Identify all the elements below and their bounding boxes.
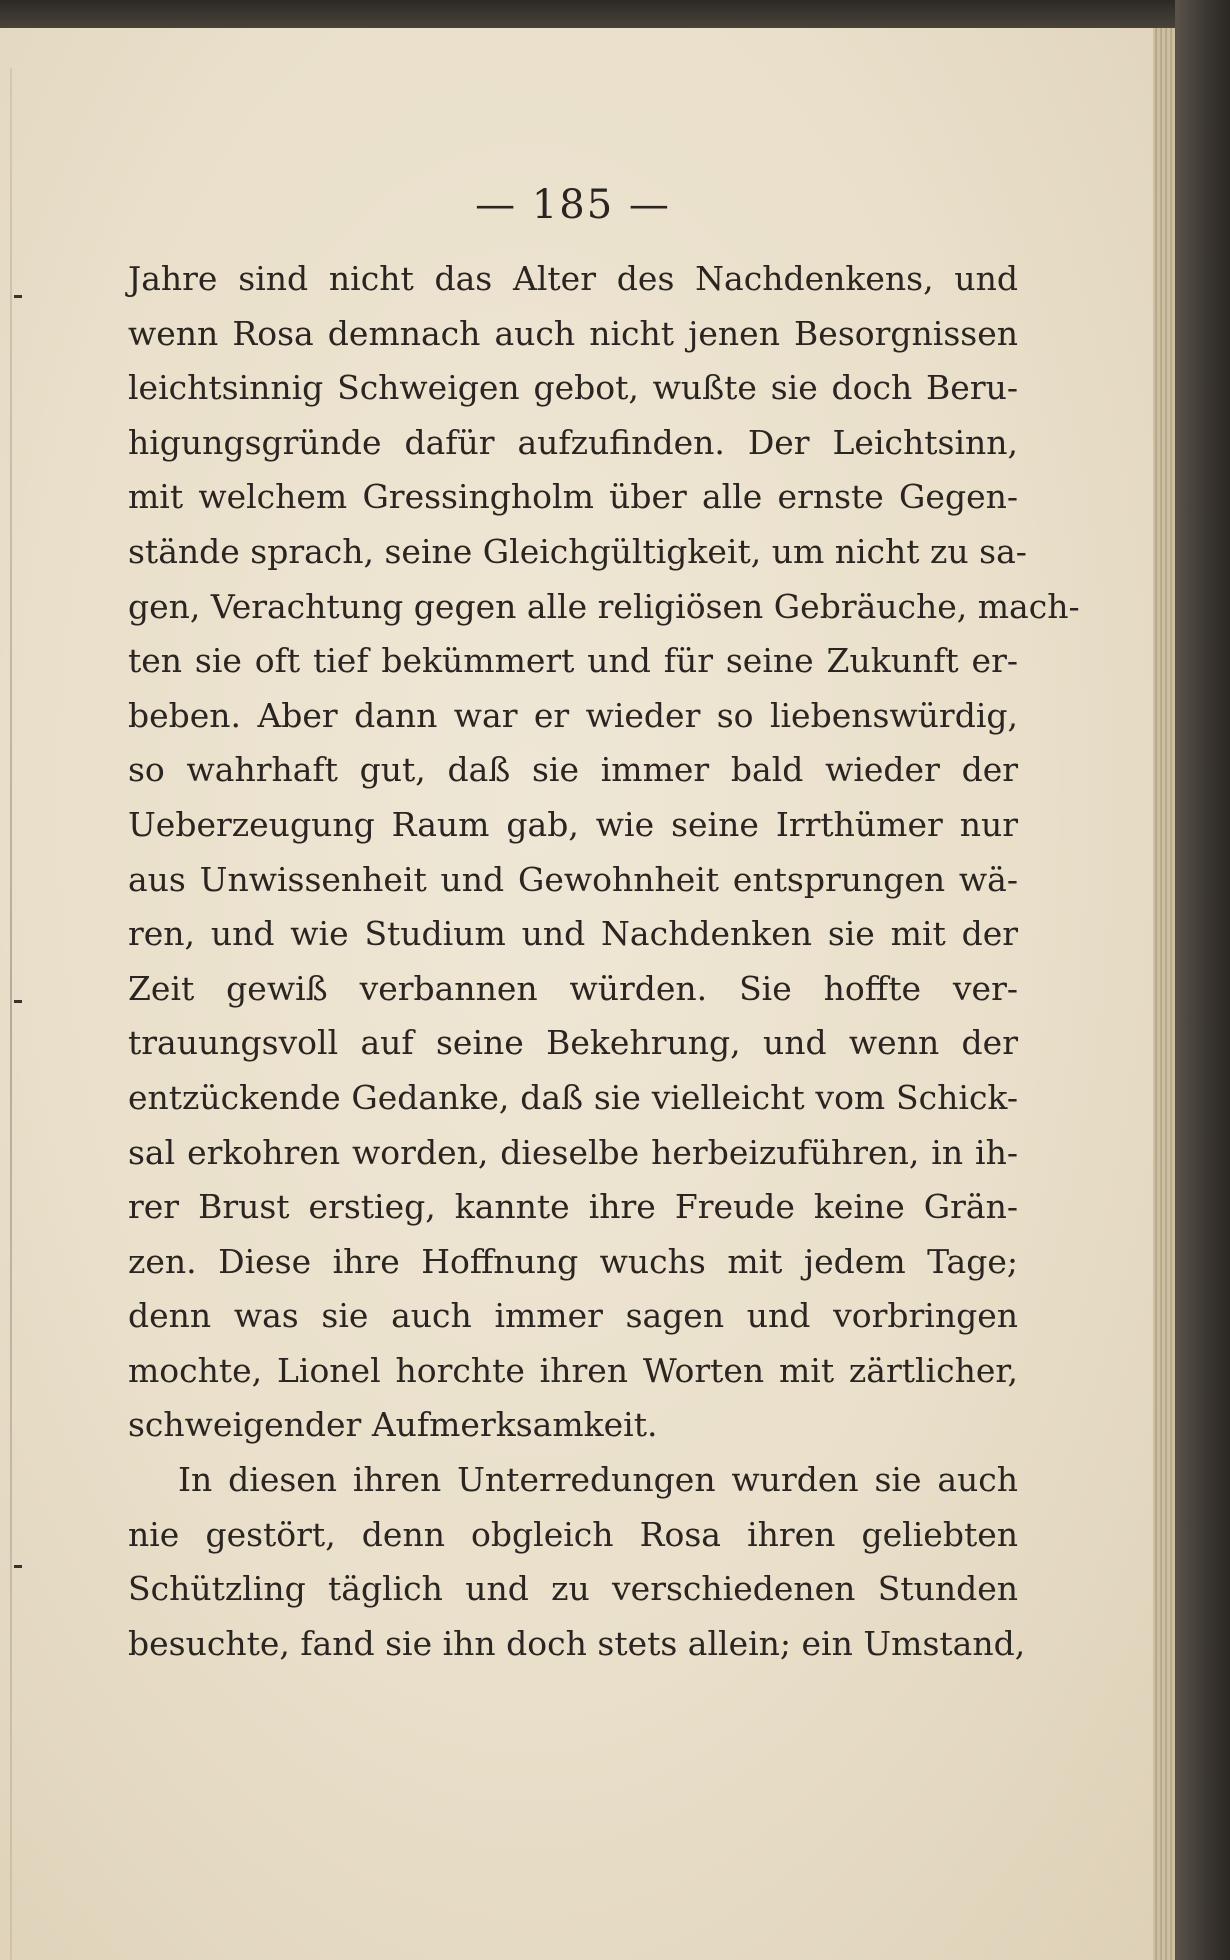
text-line: ren, und wie Studium und Nachdenken sie mit der [128, 914, 1018, 954]
text-line: leichtsinnig Schweigen gebot, wußte sie doch Beru- [128, 368, 1018, 408]
text-line: Ueberzeugung Raum gab, wie seine Irrthümer nur [128, 804, 1018, 844]
text-line: entzückende Gedanke, daß sie vielleicht vom Schick- [128, 1077, 1018, 1117]
text-line: higungsgründe dafür aufzufinden. Der Leichtsinn, [128, 422, 1018, 462]
text-line: Jahre sind nicht das Alter des Nachdenkens, und [128, 259, 1018, 298]
paragraph-1 [128, 252, 1080, 1453]
text-line: ten sie oft tief bekümmert und für seine Zukunft er- [128, 641, 1018, 681]
margin-mark [14, 295, 22, 298]
text-line: nie gestört, denn obgleich Rosa ihren geliebten [128, 1514, 1018, 1554]
text-line: beben. Aber dann war er wieder so liebenswürdig, [128, 695, 1018, 735]
text-line: trauungsvoll auf seine Bekehrung, und wenn der [128, 1023, 1018, 1063]
text-line: In diesen ihren Unterredungen wurden sie auch [178, 1460, 1018, 1500]
page-edges [1153, 28, 1175, 1960]
margin-mark [14, 1565, 22, 1568]
margin-mark [14, 1000, 22, 1003]
gutter-line [10, 68, 12, 1960]
text-line: stände sprach, seine Gleichgültigkeit, um nicht zu sa- [128, 531, 1027, 571]
text-line: denn was sie auch immer sagen und vorbringen [128, 1296, 1018, 1336]
text-line: rer Brust erstieg, kannte ihre Freude keine Grän- [128, 1187, 1018, 1227]
text-line: Zeit gewiß verbannen würden. Sie hoffte ver- [128, 968, 1018, 1008]
text-line: wenn Rosa demnach auch nicht jenen Besorgnissen [128, 313, 1018, 353]
text-line: mochte, Lionel horchte ihren Worten mit zärtlicher, [128, 1350, 1018, 1390]
text-line: gen, Verachtung gegen alle religiösen Gebräuche, mach- [128, 586, 1080, 626]
text-line: zen. Diese ihre Hoffnung wuchs mit jedem Tage; [128, 1241, 1018, 1281]
paragraph-2 [128, 1453, 1026, 1671]
text-line: mit welchem Gressingholm über alle ernste Gegen- [128, 477, 1018, 517]
page-number: — 185 — [475, 182, 671, 228]
text-line: aus Unwissenheit und Gewohnheit entsprungen wä- [128, 859, 1018, 899]
text-line: schweigender Aufmerksamkeit. [128, 1405, 658, 1445]
text-line: sal erkohren worden, dieselbe herbeizuführen, in ih- [128, 1132, 1018, 1172]
text-line: besuchte, fand sie ihn doch stets allein; ein Umstand, [128, 1623, 1026, 1663]
text-line: Schützling täglich und zu verschiedenen Stunden [128, 1569, 1018, 1609]
book-cover-edge [1175, 0, 1230, 1960]
top-shadow [0, 0, 1175, 30]
text-line: so wahrhaft gut, daß sie immer bald wieder der [128, 750, 1018, 790]
text-block [128, 180, 1080, 1671]
